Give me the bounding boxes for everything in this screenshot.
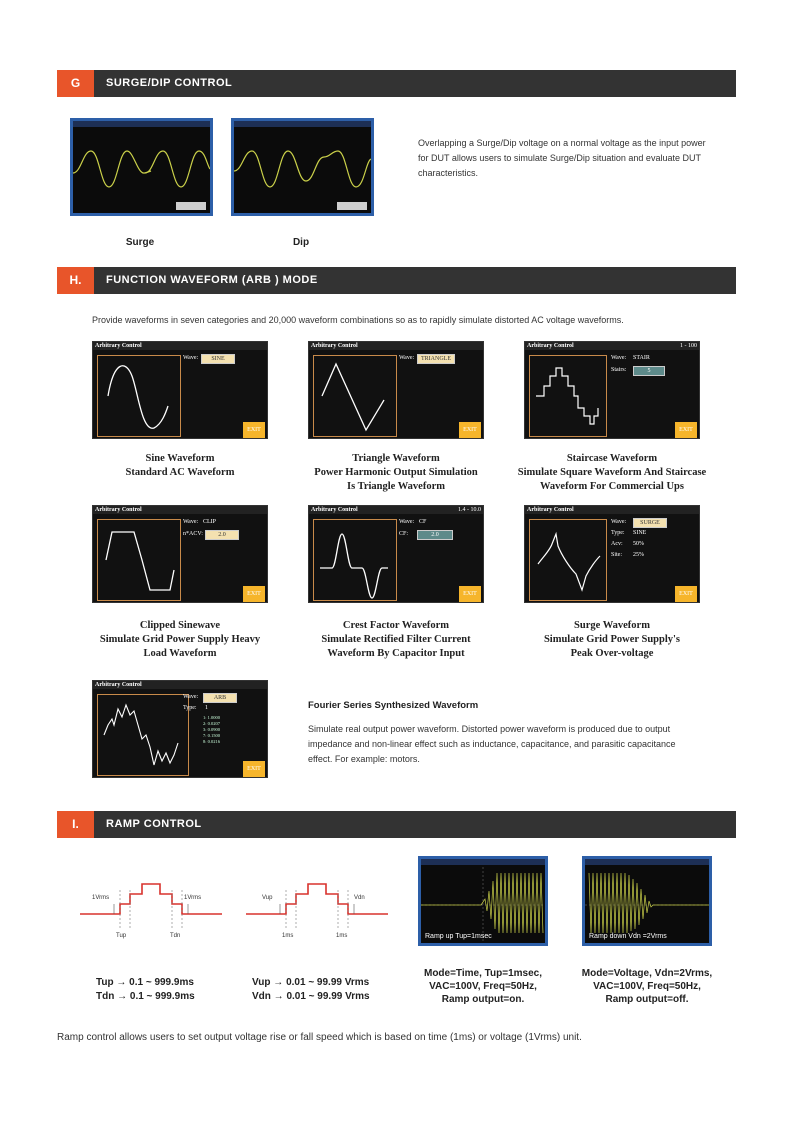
- section-title: RAMP CONTROL: [106, 818, 202, 830]
- cf-caption: Crest Factor Waveform Simulate Rectified Filter Current Waveform By Capacitor Input: [321, 620, 471, 659]
- arb-panel-stair: [524, 341, 700, 439]
- ramp-label: 1ms: [282, 933, 294, 939]
- wave-value: SINE: [201, 354, 235, 364]
- ramp-label: 1Vrms: [184, 895, 202, 901]
- section-i-header: [57, 811, 736, 838]
- type-value: SINE: [633, 530, 647, 536]
- arb-header: Arbitrary Control: [525, 342, 699, 350]
- ramp-label: Vup: [262, 895, 273, 901]
- wave-label: Wave:: [611, 355, 627, 361]
- range-label: 1 - 100: [680, 343, 697, 349]
- dip-scope-screenshot: [231, 118, 374, 216]
- exit-button[interactable]: EXIT: [675, 422, 697, 438]
- ramp-footer-text: Ramp control allows users to set output voltage rise or fall speed which is based on time (1ms) or voltage (1Vrms) unit.: [57, 1032, 582, 1043]
- wave-label: Wave:: [183, 694, 199, 700]
- wave-value: TRIANGLE: [417, 354, 455, 364]
- exit-button[interactable]: EXIT: [459, 586, 481, 602]
- wave-label: Wave:: [611, 519, 627, 525]
- section-tag: H.: [57, 267, 94, 294]
- ramp-time-diagram: [80, 870, 222, 944]
- ramp-up-caption: Mode=Time, Tup=1msec, VAC=100V, Freq=50Hz, Ramp output=on.: [423, 968, 542, 1005]
- exit-button[interactable]: EXIT: [243, 586, 265, 602]
- scope-label: Ramp down Vdn =2Vrms: [589, 933, 667, 940]
- ramp-time-caption: Tup → 0.1 ~ 999.9ms Tdn → 0.1 ~ 999.9ms: [96, 977, 195, 1002]
- ramp-label: Tdn: [170, 933, 181, 939]
- nacv-value[interactable]: 2.0: [205, 530, 239, 540]
- ramp-label: Vdn: [354, 895, 365, 901]
- arb-header: Arbitrary Control: [309, 506, 483, 514]
- arb-panel-sine: [92, 341, 268, 439]
- wave-value: SURGE: [633, 518, 667, 528]
- exit-button[interactable]: EXIT: [243, 761, 265, 777]
- cf-value[interactable]: 2.0: [417, 530, 453, 540]
- ramp-voltage-caption: Vup → 0.01 ~ 99.99 Vrms Vdn → 0.01 ~ 99.99 Vrms: [252, 977, 370, 1002]
- type-label: Type:: [611, 530, 625, 536]
- section-tag: I.: [57, 811, 94, 838]
- surge-caption: Surge: [125, 237, 155, 248]
- harmonic-list: 1: 1.0000 2: 0.0207 3: 0.0900 7: 0.1500 8: 0.0216: [203, 715, 221, 744]
- section-h-header: [57, 267, 736, 294]
- ramp-down-scope-screenshot: [582, 856, 712, 946]
- surge-wave-caption: Surge Waveform Simulate Grid Power Supply's Peak Over-voltage: [543, 620, 681, 659]
- stairs-value[interactable]: 5: [633, 366, 665, 376]
- sine-caption: Sine Waveform Standard AC Waveform: [125, 453, 235, 478]
- wave-label: Wave:: [183, 355, 199, 361]
- ramp-label: 1ms: [336, 933, 348, 939]
- surge-description: Overlapping a Surge/Dip voltage on a normal voltage as the input power for DUT allows users to simulate Surge/Dip situation and evaluate DUT characteristics.: [418, 138, 706, 178]
- arb-panel-cf: [308, 505, 484, 603]
- acv-value: 50%: [633, 541, 644, 547]
- nacv-label: n*ACV:: [183, 531, 203, 537]
- clip-caption: Clipped Sinewave Simulate Grid Power Supply Heavy Load Waveform: [99, 620, 261, 659]
- surge-scope-screenshot: [70, 118, 213, 216]
- site-value: 25%: [633, 552, 644, 558]
- stairs-label: Stairs:: [611, 367, 627, 373]
- arb-panel-triangle: [308, 341, 484, 439]
- arb-panel-clip: [92, 505, 268, 603]
- exit-button[interactable]: EXIT: [243, 422, 265, 438]
- wave-label: Wave:: [399, 355, 415, 361]
- wave-value: ARB: [203, 693, 237, 703]
- section-tag: G: [57, 70, 94, 97]
- fourier-title: Fourier Series Synthesized Waveform: [308, 700, 479, 711]
- arb-panel-surge: [524, 505, 700, 603]
- arb-header: Arbitrary Control: [93, 342, 267, 350]
- stair-caption: Staircase Waveform Simulate Square Waveform And Staircase Waveform For Commercial Ups: [517, 453, 707, 492]
- arb-header: Arbitrary Control: [93, 681, 267, 689]
- wave-value: CF: [419, 519, 427, 525]
- scope-label: Ramp up Tup=1msec: [425, 933, 492, 940]
- ramp-up-scope-screenshot: [418, 856, 548, 946]
- wave-label: Wave:: [183, 519, 199, 525]
- cf-label: CF:: [399, 531, 409, 537]
- wave-value: CLIP: [203, 519, 217, 525]
- fourier-description: Simulate real output power waveform. Distorted power waveform is produced due to output impedance and non-linear effect such as inductance, capacitance, and parasitic capacitance effect. For example: motors.: [308, 724, 676, 764]
- triangle-caption: Triangle Waveform Power Harmonic Output Simulation Is Triangle Waveform: [314, 453, 478, 492]
- ramp-label: Tup: [116, 933, 127, 939]
- ramp-voltage-diagram: [246, 870, 388, 944]
- arb-intro: Provide waveforms in seven categories and 20,000 waveform combinations so as to rapidly simulate distorted AC voltage waveforms.: [92, 315, 624, 325]
- wave-label: Wave:: [399, 519, 415, 525]
- range-label: 1.4 - 10.0: [458, 507, 481, 513]
- section-title: SURGE/DIP CONTROL: [106, 77, 233, 89]
- arb-panel-fourier: [92, 680, 268, 778]
- arb-header: Arbitrary Control: [309, 342, 483, 350]
- dip-caption: Dip: [292, 237, 310, 248]
- ramp-label: 1Vrms: [92, 895, 110, 901]
- arb-header: Arbitrary Control: [525, 506, 699, 514]
- arb-header: Arbitrary Control: [93, 506, 267, 514]
- acv-label: Acv:: [611, 541, 623, 547]
- section-g-header: [57, 70, 736, 97]
- section-title: FUNCTION WAVEFORM (ARB ) MODE: [106, 274, 318, 286]
- type-value: 1: [205, 705, 208, 711]
- exit-button[interactable]: EXIT: [459, 422, 481, 438]
- type-label: Type:: [183, 705, 197, 711]
- site-label: Site:: [611, 552, 623, 558]
- wave-value: STAIR: [633, 355, 650, 361]
- exit-button[interactable]: EXIT: [675, 586, 697, 602]
- ramp-down-caption: Mode=Voltage, Vdn=2Vrms, VAC=100V, Freq=50Hz, Ramp output=off.: [581, 968, 713, 1005]
